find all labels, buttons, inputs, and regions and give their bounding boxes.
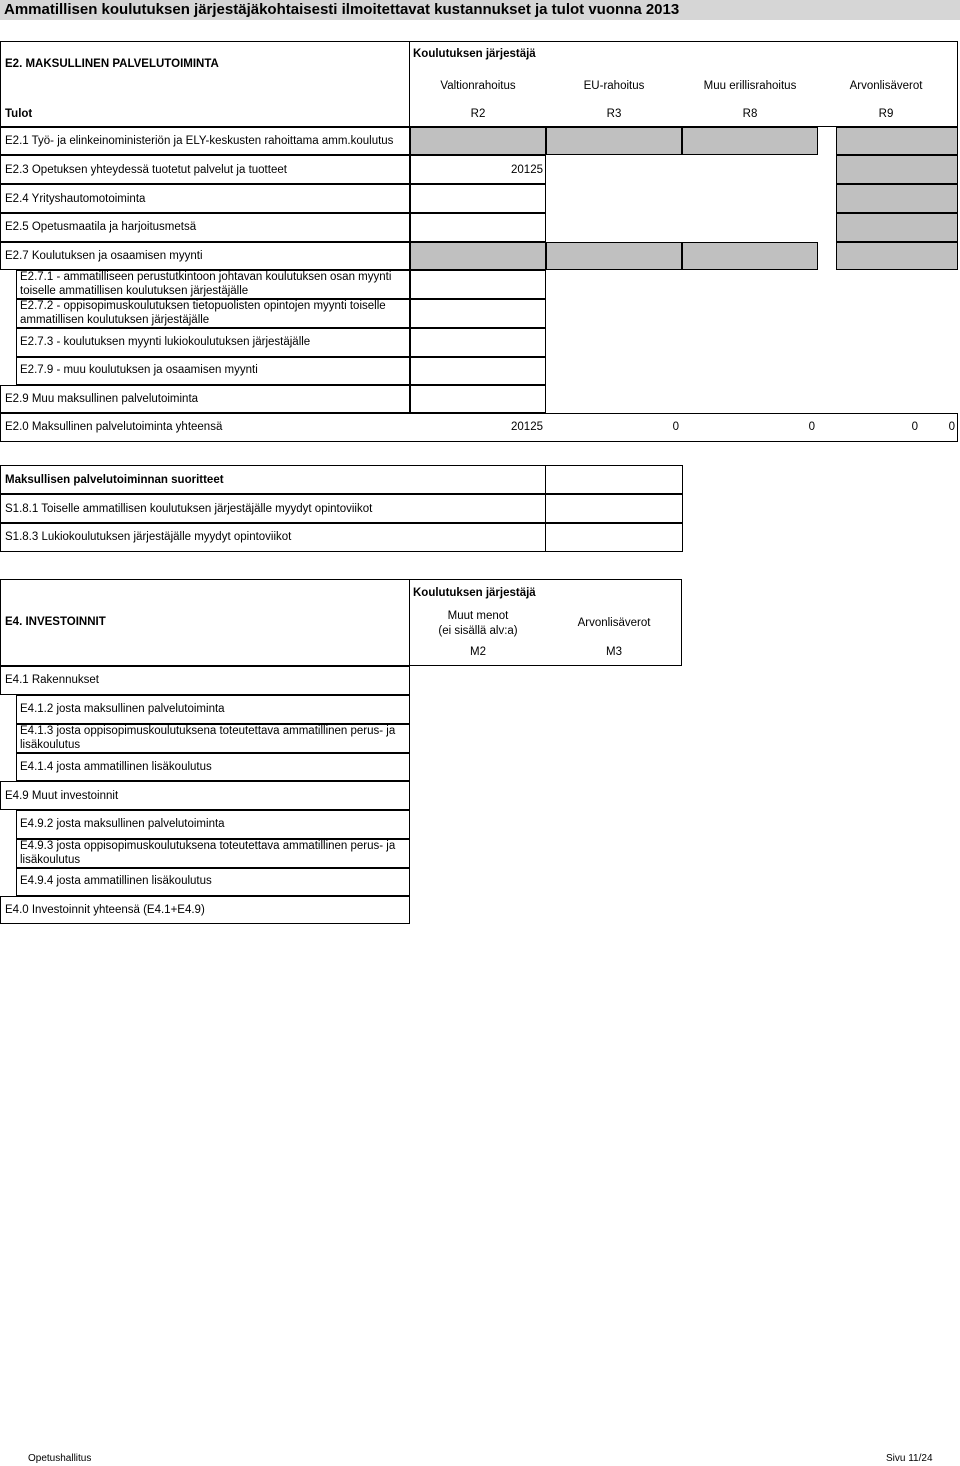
row-label-s1-8-3: S1.8.3 Lukiokoulutuksen järjestäjälle myydyt opintoviikot bbox=[5, 531, 292, 543]
row-label-e4-1-3: E4.1.3 josta oppisopimuskoulutuksena toteutettava ammatillinen perus- ja lisäkoulutus bbox=[20, 725, 396, 751]
row-label-e2-7-2: E2.7.2 - oppisopimuskoulutuksen tietopuolisten opintojen myynti toiselle ammatillisen koulutuksen järjestäjälle bbox=[20, 300, 386, 326]
e2-section-title: E2. MAKSULLINEN PALVELUTOIMINTA bbox=[5, 58, 219, 70]
cell-s1-8-1[interactable] bbox=[545, 494, 683, 523]
row-label-e4-9-4: E4.9.4 josta ammatillinen lisäkoulutus bbox=[20, 875, 212, 887]
row-label-e4-9-2: E4.9.2 josta maksullinen palvelutoiminta bbox=[20, 818, 225, 830]
total-value-r3: 0 bbox=[672, 421, 679, 433]
e2-header-label-cell bbox=[0, 41, 410, 127]
footer-organization: Opetushallitus bbox=[28, 1453, 92, 1464]
e4-group-header: Koulutuksen järjestäjä bbox=[413, 587, 536, 599]
row-label-e2-9: E2.9 Muu maksullinen palvelutoiminta bbox=[5, 393, 199, 405]
page-title: Ammatillisen koulutuksen järjestäjäkohtaisesti ilmoitettavat kustannukset ja tulot vuonna 2013 bbox=[4, 1, 680, 18]
cell-e2-9-r2[interactable] bbox=[410, 385, 546, 413]
col-code-m2: M2 bbox=[470, 646, 486, 658]
cell-e2-7-9-r2[interactable] bbox=[410, 357, 546, 385]
cell-e2-7-3-r2[interactable] bbox=[410, 328, 546, 357]
col-header-muu-erillisrahoitus: Muu erillisrahoitus bbox=[703, 80, 797, 92]
value-e2-3-r2: 20125 bbox=[511, 164, 543, 176]
total-value-extra: 0 bbox=[948, 421, 955, 433]
col-header-arvonlisaverot: Arvonlisäverot bbox=[849, 80, 923, 92]
e2-tulot-label: Tulot bbox=[5, 108, 33, 120]
col-code-r2: R2 bbox=[470, 108, 486, 120]
row-label-e2-7-3: E2.7.3 - koulutuksen myynti lukiokoulutuksen järjestäjälle bbox=[20, 336, 311, 348]
cell-e2-7-r3 bbox=[546, 242, 682, 270]
row-label-e4-1-2: E4.1.2 josta maksullinen palvelutoiminta bbox=[20, 703, 225, 715]
row-label-s1-8-1: S1.8.1 Toiselle ammatillisen koulutuksen järjestäjälle myydyt opintoviikot bbox=[5, 503, 373, 515]
row-label-e4-0: E4.0 Investoinnit yhteensä (E4.1+E4.9) bbox=[5, 904, 205, 916]
total-value-r8: 0 bbox=[808, 421, 815, 433]
row-label-e2-5: E2.5 Opetusmaatila ja harjoitusmetsä bbox=[5, 221, 197, 233]
cell-e2-3-r9 bbox=[836, 155, 958, 184]
total-value-r2: 20125 bbox=[511, 421, 543, 433]
row-label-e2-7: E2.7 Koulutuksen ja osaamisen myynti bbox=[5, 250, 203, 262]
cell-e2-1-r9 bbox=[836, 127, 958, 155]
cell-e2-1-r8 bbox=[682, 127, 818, 155]
cell-e2-5-r2[interactable] bbox=[410, 213, 546, 242]
cell-e2-1-r3 bbox=[546, 127, 682, 155]
col-header-valtionrahoitus: Valtionrahoitus bbox=[440, 80, 516, 92]
row-label-e4-9: E4.9 Muut investoinnit bbox=[5, 790, 119, 802]
total-value-r9: 0 bbox=[911, 421, 918, 433]
col-code-r3: R3 bbox=[606, 108, 622, 120]
row-label-e2-1: E2.1 Työ- ja elinkeinoministeriön ja ELY-keskusten rahoittama amm.koulutus bbox=[5, 135, 394, 147]
row-label-e2-0: E2.0 Maksullinen palvelutoiminta yhteensä bbox=[5, 421, 223, 433]
cell-e2-7-1-r2[interactable] bbox=[410, 270, 546, 299]
row-label-e2-3: E2.3 Opetuksen yhteydessä tuotetut palvelut ja tuotteet bbox=[5, 164, 287, 176]
col-header-muut-menot: Muut menot bbox=[447, 610, 509, 622]
title-bar bbox=[0, 0, 960, 20]
s1-title: Maksullisen palvelutoiminnan suoritteet bbox=[5, 474, 224, 486]
col-header-eu-rahoitus: EU-rahoitus bbox=[583, 80, 645, 92]
cell-e2-7-r9 bbox=[836, 242, 958, 270]
cell-e2-4-r2[interactable] bbox=[410, 184, 546, 213]
s1-header-value-cell bbox=[545, 465, 683, 494]
cell-e2-1-r2 bbox=[410, 127, 546, 155]
e2-group-header: Koulutuksen järjestäjä bbox=[413, 48, 536, 60]
row-label-e4-1-4: E4.1.4 josta ammatillinen lisäkoulutus bbox=[20, 761, 212, 773]
col-code-m3: M3 bbox=[606, 646, 622, 658]
row-label-e2-4: E2.4 Yrityshautomotoiminta bbox=[5, 193, 146, 205]
cell-e2-4-r9 bbox=[836, 184, 958, 213]
col-code-r8: R8 bbox=[742, 108, 758, 120]
row-label-e4-1: E4.1 Rakennukset bbox=[5, 674, 99, 686]
col-header-e4-arvonlisaverot: Arvonlisäverot bbox=[577, 617, 651, 629]
row-label-e2-7-9: E2.7.9 - muu koulutuksen ja osaamisen myynti bbox=[20, 364, 258, 376]
col-code-r9: R9 bbox=[878, 108, 894, 120]
col-header-muut-menot-note: (ei sisällä alv:a) bbox=[438, 625, 518, 637]
cell-e2-7-2-r2[interactable] bbox=[410, 299, 546, 328]
footer-page-number: Sivu 11/24 bbox=[886, 1453, 933, 1464]
row-label-e4-9-3: E4.9.3 josta oppisopimuskoulutuksena toteutettava ammatillinen perus- ja lisäkoulutus bbox=[20, 840, 396, 866]
e4-section-title: E4. INVESTOINNIT bbox=[5, 616, 106, 628]
cell-s1-8-3[interactable] bbox=[545, 523, 683, 552]
cell-e2-7-r8 bbox=[682, 242, 818, 270]
row-label-e2-7-1: E2.7.1 - ammatilliseen perustutkintoon johtavan koulutuksen osan myynti toiselle ammatillisen koulutuksen järjestäjälle bbox=[20, 271, 392, 297]
cell-e2-7-r2 bbox=[410, 242, 546, 270]
cell-e2-5-r9 bbox=[836, 213, 958, 242]
